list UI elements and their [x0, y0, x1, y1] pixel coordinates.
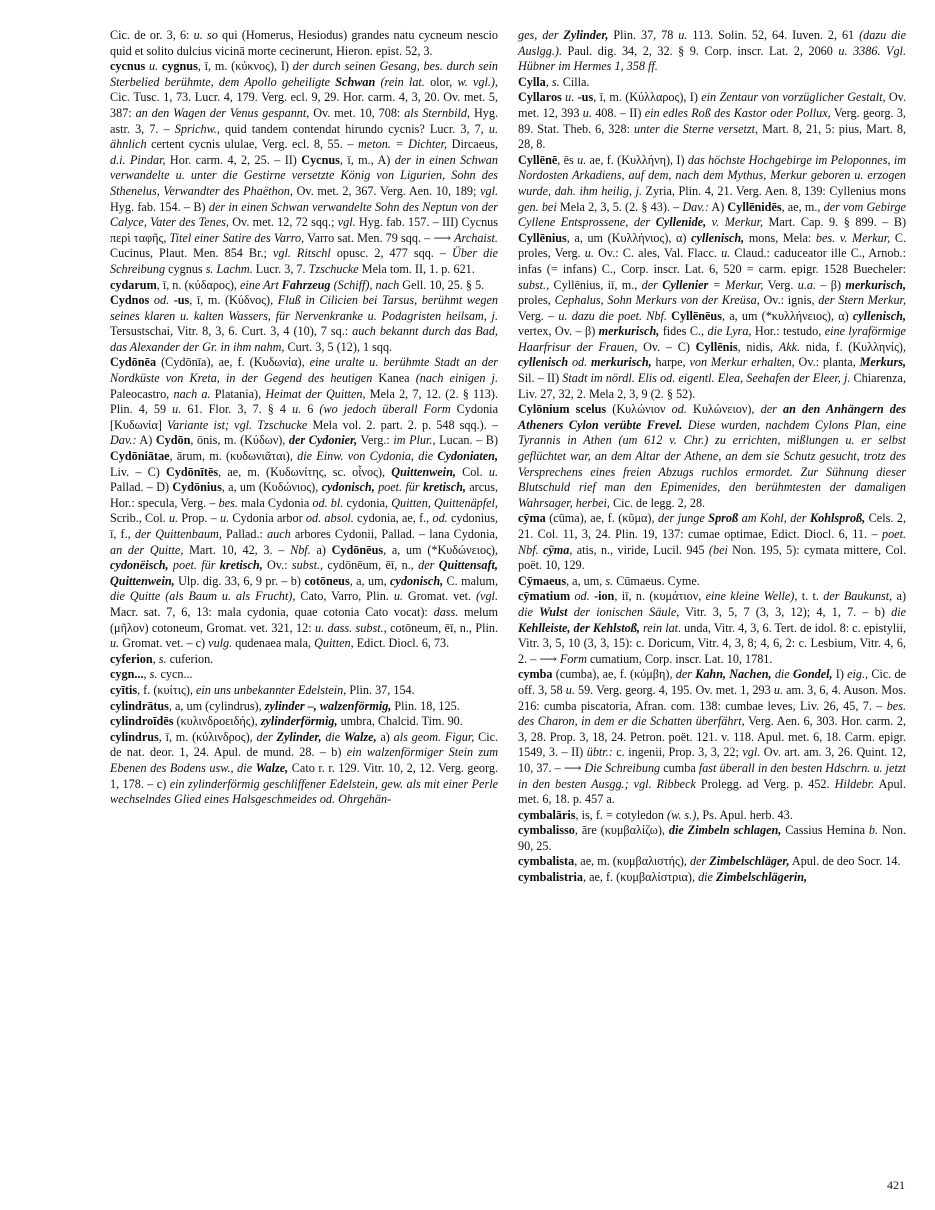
dictionary-entry: cymbalistria, ae, f. (κυμβαλίστρια), die Zimbelschlägerin, [518, 870, 808, 885]
dictionary-entry: cȳmatium od. -ion, iī, n. (κυμάτιον, eine kleine Welle), t. t. der Baukunst, a) die Wulst der ionischen Säule, Vitr. 3, 5, 7 (3, 3, 12); 4, 1, 7. – b) die Kehlleiste, der Kehlstoß, rein lat. unda, Vitr. 4, 3, 6. Tert. de idol. 8: c. epistylii, Vitr. 3, 5, 10 (3, 3, 15): c. Doricum, Vitr. 4, 3, 8; 4, 6, 2: c. Lesbium, Vitr. 4, 6, 2. – ⟶ Form cumatium, Corp. inscr. Lat. 10, 1781. [518, 589, 907, 666]
dictionary-entry: cymbalāris, is, f. = cotyledon (w. s.), Ps. Apul. herb. 43. [518, 807, 793, 822]
dictionary-entry: cȳma (cūma), ae, f. (κῦμα), der junge Sproß am Kohl, der Kohlsproß, Cels. 2, 21. Col. 11, 3, 24. Plin. 19, 137: cumae optimae, Edict. Diocl. 6, 11. – poet. Nbf. cȳma, atis, n., viride, Lucil. 945 (bei Non. 195, 5): cymata mittere, Col. poët. 10, 129. [518, 511, 907, 573]
dictionary-entry: cymba (cumba), ae, f. (κύμβη), der Kahn, Nachen, die Gondel, I) eig., Cic. de off. 3, 58 u. 59. Verg. georg. 4, 195. Ov. met. 1, 293 u. am. 3, 6, 4. Auson. Mos. 216: cumba piscatoria, Afran. com. 138: cumbae leves, Liv. 26, 45, 7. – bes. des Charon, in dem er die Schatten überfährt, Verg. Aen. 6, 303. Hor. carm. 2, 3, 28. Prop. 3, 18, 24. Petron. poët. 121. v. 118. Apul. met. 6, 18. Carm. epigr. 1549, 3. – II) übtr.: c. ingenii, Prop. 3, 3, 22; vgl. Ov. art. am. 3, 26. Quint. 12, 10, 37. – ⟶ Die Schreibung cumba fast überall in den besten Hdschrn. u. jetzt in den besten Ausgg.; vgl. Ribbeck Prolegg. ad Verg. p. 452. Hildebr. Apul. met. 6, 18. p. 457 a. [518, 667, 907, 807]
dictionary-entry: cymbalista, ae, m. (κυμβαλιστής), der Zimbelschläger, Apul. de deo Socr. 14. [518, 854, 901, 869]
dictionary-entry: Cic. de or. 3, 6: u. so qui (Homerus, Hesiodus) grandes natu cycneum nescio quid et solito dulcius vicinā morte cecinerunt, Hieron. epist. 52, 3. [110, 28, 498, 58]
dictionary-entry: cylindrātus, a, um (cylindrus), zylinder –, walzenförmig, Plin. 18, 125. [110, 698, 460, 713]
dictionary-entry: Cylōnium scelus (Κυλώνιον od. Κυλώνειον), der an den Anhängern des Atheners Cylon verübte Frevel. Diese wurden, nachdem Cylons Plan, eine Tyrannis in Athen (um 612 v. Chr.) zu errichten, mißlungen u. er selbst geflüchtet war, an dem Altar der Athene, an dem sie Schutz gesucht, trotz des Versprechens eines freien Abzugs ruchlos ermordet. Zur Sühnung dieser Blutschuld rief man den Epimenides, den berühmtesten der damaligen Wahrsager, herbei, Cic. de legg. 2, 28. [518, 402, 906, 510]
page-number: 421 [887, 1178, 905, 1192]
dictionary-entry: ges, der Zylinder, Plin. 37, 78 u. 113. Solin. 52, 64. Iuven. 2, 61 (dazu die Auslgg.). Paul. dig. 34, 2, 32. § 9. Corp. inscr. Lat. 2, 2060 u. 3386. Vgl. Hübner im Hermes 1, 358 ff. [518, 28, 906, 74]
dictionary-entry: cycnus u. cygnus, ī, m. (κύκνος), I) der durch seinen Gesang, bes. durch sein Sterbelied berühmte, dem Apollo geheiligte Schwan (rein lat. olor, w. vgl.), Cic. Tusc. 1, 73. Lucr. 4, 179. Verg. ecl. 9, 29. Hor. carm. 4, 3, 20. Ov. met. 5, 387: an den Wagen der Venus gespannt, Ov. met. 10, 708: als Sternbild, Hyg. astr. 3, 7. – Sprichw., quid tandem contendat hirundo cycnis? Lucr. 3, 7, u. ähnlich certent cycnis ululae, Verg. ecl. 8, 55. – meton. = Dichter, Dircaeus, d.i. Pindar, Hor. carm. 4, 2, 25. – II) Cycnus, ī, m., A) der in einen Schwan verwandelte u. unter die Gestirne versetzte König von Ligurien, Sohn des Sthenelus, Verwandter des Phaëthon, Ov. met. 2, 367. Verg. Aen. 10, 189; vgl. Hyg. fab. 154. – B) der in einen Schwan verwandelte Sohn des Neptun von der Calyce, Vater des Tenes, Ov. met. 12, 72 sqq.; vgl. Hyg. fab. 157. – III) Cycnus περὶ ταφῆς, Titel einer Satire des Varro, Varro sat. Men. 79 sqq. – ⟶ Archaist. Cucinus, Plaut. Men. 854 Br.; vgl. Ritschl opusc. 2, 477 sqq. – Über die Schreibung cygnus s. Lachm. Lucr. 3, 7. Tzschucke Mela tom. II, 1. p. 621. [110, 59, 499, 276]
dictionary-entry: cylindroīdēs (κυλινδροειδής), zylinderförmig, umbra, Chalcid. Tim. 90. [110, 714, 463, 729]
dictionary-entry: cydarum, ī, n. (κύδαρος), eine Art Fahrzeug (Schiff), nach Gell. 10, 25. § 5. [110, 277, 485, 292]
dictionary-entry: cyītis, f. (κυίτις), ein uns unbekannter Edelstein, Plin. 37, 154. [110, 682, 415, 697]
dictionary-entry: Cydnos od. -us, ī, m. (Κύδνος), Fluß in Cilicien bei Tarsus, berühmt wegen seines klaren u. kalten Wassers, für Nervenkranke u. Podagristen heilsam, j. Tersustschai, Vitr. 8, 3, 6. Curt. 3, 4 (10), 7 sq.: auch bekannt durch das Bad, das Alexander der Gr. in ihm nahm, Curt. 3, 5 (12), 1 sqq. [110, 293, 499, 354]
dictionary-entry: cyferion, s. cuferion. [110, 651, 214, 666]
dictionary-entry: Cyllēnē, ēs u. ae, f. (Κυλλήνη), I) das höchste Hochgebirge im Peloponnes, im Nordosten Arkadiens, auf dem, nach dem Mythus, Merkur geboren u. erzogen wurde, dah. ihm heilig, j. Zyria, Plin. 4, 21. Verg. Aen. 8, 139: Cyllenius mons gen. bei Mela 2, 3, 5. (2. § 43). – Dav.: A) Cyllēnidēs, ae, m., der vom Gebirge Cyllene Entsprossene, der Cyllenide, v. Merkur, Mart. Cap. 9. § 899. – B) Cyllēnius, a, um (Κυλλήνιος), α) cyllenisch, mons, Mela: bes. v. Merkur, C. proles, Verg. u. Ov.: C. ales, Val. Flacc. u. Claud.: caduceator ille C., Arnob.: infas (= infans) C., Corp. inscr. Lat. 6, 520 = carm. epigr. 1528 Buecheler: subst., Cyllēnius, iī, m., der Cyllenier = Merkur, Verg. u.a. – β) merkurisch, proles, Cephalus, Sohn Merkurs von der Kreüsa, Ov.: ignis, der Stern Merkur, Verg. – u. dazu die poet. Nbf. Cyllēnēus, a, um (*κυλλήνειος), α) cyllenisch, vertex, Ov. – β) merkurisch, fides C., die Lyra, Hor.: testudo, eine lyraförmige Haarfrisur der Frauen, Ov. – C) Cyllēnis, nidis, Akk. nida, f. (Κυλληνίς), cyllenisch od. merkurisch, harpe, von Merkur erhalten, Ov.: planta, Merkurs, Sil. – II) Stadt im nördl. Elis od. eigentl. Elea, Seehafen der Eleer, j. Chiarenza, Liv. 27, 32, 2. Mela 2, 3, 9 (2. § 52). [518, 152, 907, 401]
dictionary-entry: Cydōnēa (Cydōnīa), ae, f. (Κυδωνία), eine uralte u. berühmte Stadt an der Nordküste von Kreta, in der Gegend des heutigen Kanea (nach einigen j. Paleocastro, nach a. Platania), Heimat der Quitten, Mela 2, 7, 12. (2. § 113). Plin. 4, 59 u. 61. Flor. 3, 7. § 4 u. 6 (wo jedoch überall Form Cydonia [Κυδωνία] Variante ist; vgl. Tzschucke Mela vol. 2. part. 2. p. 548 sqq.). – Dav.: A) Cydōn, ōnis, m. (Κύδων), der Cydonier, Verg.: im Plur., Lucan. – B) Cydōniātae, ārum, m. (κυδωνιᾶται), die Einw. von Cydonia, die Cydoniaten, Liv. – C) Cydōnītēs, ae, m. (Κυδωνίτης, sc. οἶνος), Quittenwein, Col. u. Pallad. – D) Cydōnius, a, um (Κυδώνιος), cydonisch, poet. für kretisch, arcus, Hor.: specula, Verg. – bes. mala Cydonia od. bl. cydonia, Quitten, Quittenäpfel, Scrib., Col. u. Prop. – u. Cydonia arbor od. absol. cydonia, ae, f., od. cydonius, ī, f., der Quittenbaum, Pallad.: auch arbores Cydonii, Pallad. – lana Cydonia, an der Quitte, Mart. 10, 42, 3. – Nbf. a) Cydōnēus, a, um (*Κυδώνειος), cydonëisch, poet. für kretisch, Ov.: subst., cydōnēum, ēī, n., der Quittensaft, Quittenwein, Ulp. dig. 33, 6, 9 pr. – b) cotōneus, a, um, cydonisch, C. malum, die Quitte (als Baum u. als Frucht), Cato, Varro, Plin. u. Gromat. vet. (vgl. Macr. sat. 7, 6, 13: mala cydonia, quae cotonia Cato vocat): dass. melum (μῆλον) cotoneum, Gromat. vet. 321, 12: u. dass. subst., cotōneum, ēī, n., Plin. u. Gromat. vet. – c) vulg. qudenaea mala, Quitten, Edict. Diocl. 6, 73. [110, 355, 499, 651]
right-column [518, 28, 906, 886]
dictionary-entry: cymbalisso, āre (κυμβαλίζω), die Zimbeln schlagen, Cassius Hemina b. Non. 90, 25. [518, 823, 907, 853]
left-column [110, 28, 498, 808]
dictionary-entry: Cylla, s. Cilla. [518, 74, 590, 89]
dictionary-entry: cygn..., s. cycn... [110, 667, 193, 682]
dictionary-entry: Cȳmaeus, a, um, s. Cūmaeus. Cyme. [518, 573, 700, 588]
dictionary-entry: Cyllaros u. -us, ī, m. (Κύλλαρος), I) ein Zentaur von vorzüglicher Gestalt, Ov. met. 12, 393 u. 408. – II) ein edles Roß des Kastor oder Pollux, Verg. georg. 3, 89. Stat. Theb. 6, 328: unter die Sterne versetzt, Mart. 8, 21, 5: pius, Mart. 8, 28, 8. [518, 90, 907, 152]
dictionary-entry: cylindrus, ī, m. (κύλινδρος), der Zylinder, die Walze, a) als geom. Figur, Cic. de nat. deor. 1, 24. Apul. de mund. 28. – b) ein walzenförmiger Stein zum Ebenen des Bodens usw., die Walze, Cato r. r. 129. Vitr. 10, 2, 12. Verg. georg. 1, 178. – c) ein zylinderförmig geschliffener Edelstein, gew. als mit einer Perle wechselndes Glied eines Halsgeschmeides od. Ohrgehän- [110, 729, 499, 807]
